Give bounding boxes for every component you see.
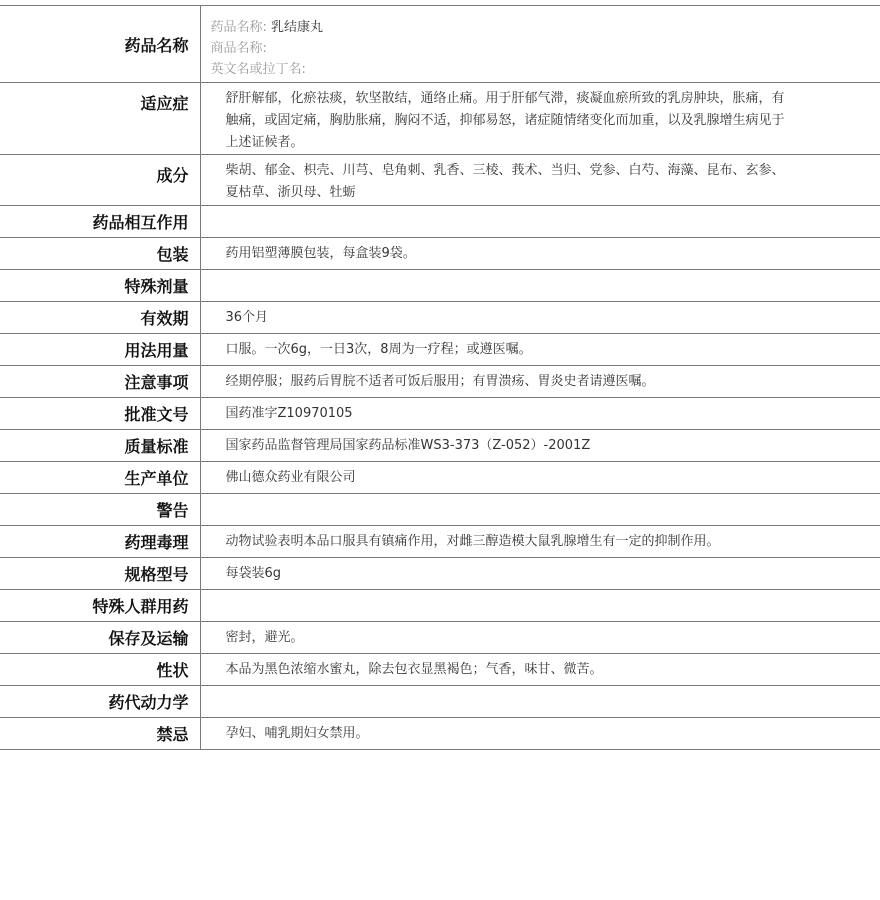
row-label: 保存及运输 xyxy=(0,622,200,654)
row-label: 规格型号 xyxy=(0,558,200,590)
row-drug-name xyxy=(0,6,880,83)
row-value: 柴胡、郁金、枳壳、川芎、皂角刺、乳香、三棱、莪术、当归、党参、白芍、海藻、昆布、玄参、夏枯草、浙贝母、牡蛎 xyxy=(225,163,785,200)
row-contraindications xyxy=(0,718,880,750)
row-special-dosage xyxy=(0,270,880,302)
row-value: 舒肝解郁，化瘀祛痰，软坚散结，通络止痛。用于肝郁气滞，痰凝血瘀所致的乳房肿块，胀痛，有触痛，或固定痛，胸肋胀痛，胸闷不适，抑郁易怒，诸症随情绪变化而加重，以及乳腺增生病见于上述证候者。 xyxy=(225,91,785,150)
row-label: 药品相互作用 xyxy=(0,206,200,238)
row-description xyxy=(0,654,880,686)
row-label: 药代动力学 xyxy=(0,686,200,718)
row-packaging xyxy=(0,238,880,270)
row-label: 包装 xyxy=(0,238,200,270)
row-label: 有效期 xyxy=(0,302,200,334)
row-label: 注意事项 xyxy=(0,366,200,398)
field-caption: 药品名称: xyxy=(210,20,267,35)
row-value: 密封，避光。 xyxy=(225,629,304,645)
row-value xyxy=(200,270,880,302)
row-precautions xyxy=(0,366,880,398)
row-label: 特殊人群用药 xyxy=(0,590,200,622)
row-manufacturer xyxy=(0,462,880,494)
generic-name-line xyxy=(211,17,791,38)
field-value: 乳结康丸 xyxy=(271,20,324,35)
row-special-populations xyxy=(0,590,880,622)
field-caption: 商品名称: xyxy=(210,41,267,56)
row-label: 特殊剂量 xyxy=(0,270,200,302)
latin-name-line xyxy=(211,59,791,80)
row-value: 孕妇、哺乳期妇女禁用。 xyxy=(225,725,369,741)
row-label: 质量标准 xyxy=(0,430,200,462)
row-value: 36个月 xyxy=(225,309,269,325)
row-interactions xyxy=(0,206,880,238)
row-label: 用法用量 xyxy=(0,334,200,366)
row-value xyxy=(200,6,880,83)
trade-name-line xyxy=(211,38,791,59)
row-value: 动物试验表明本品口服具有镇痛作用，对雌三醇造模大鼠乳腺增生有一定的抑制作用。 xyxy=(225,533,720,549)
row-value: 本品为黑色浓缩水蜜丸，除去包衣显黑褐色；气香，味甘、微苦。 xyxy=(225,661,603,677)
row-label: 警告 xyxy=(0,494,200,526)
row-label: 药理毒理 xyxy=(0,526,200,558)
row-value: 经期停服；服药后胃脘不适者可饭后服用；有胃溃疡、胃炎史者请遵医嘱。 xyxy=(225,373,655,389)
field-caption: 英文名或拉丁名: xyxy=(210,62,306,77)
row-value xyxy=(200,206,880,238)
row-value: 口服。一次6g，一日3次，8周为一疗程；或遵医嘱。 xyxy=(225,341,532,357)
row-dosage xyxy=(0,334,880,366)
row-value xyxy=(200,494,880,526)
row-ingredients xyxy=(0,155,880,206)
row-label: 禁忌 xyxy=(0,718,200,750)
row-value: 国药准字Z10970105 xyxy=(225,405,353,421)
row-label: 性状 xyxy=(0,654,200,686)
row-specification xyxy=(0,558,880,590)
row-label: 适应症 xyxy=(0,83,200,155)
row-label: 成分 xyxy=(0,155,200,206)
row-value: 每袋装6g xyxy=(225,565,282,581)
row-label: 药品名称 xyxy=(0,6,200,83)
row-pharmacokinetics xyxy=(0,686,880,718)
row-value xyxy=(200,686,880,718)
row-quality-standard xyxy=(0,430,880,462)
row-value: 国家药品监督管理局国家药品标准WS3-373（Z-052）-2001Z xyxy=(225,437,591,453)
row-storage xyxy=(0,622,880,654)
row-approval-number xyxy=(0,398,880,430)
row-warning xyxy=(0,494,880,526)
row-pharmacology xyxy=(0,526,880,558)
row-indications xyxy=(0,83,880,155)
row-value xyxy=(200,590,880,622)
row-shelf-life xyxy=(0,302,880,334)
row-label: 批准文号 xyxy=(0,398,200,430)
drug-info-table xyxy=(0,5,880,750)
row-value: 佛山德众药业有限公司 xyxy=(225,469,356,485)
row-value: 药用铝塑薄膜包装，每盒装9袋。 xyxy=(225,245,416,261)
row-label: 生产单位 xyxy=(0,462,200,494)
